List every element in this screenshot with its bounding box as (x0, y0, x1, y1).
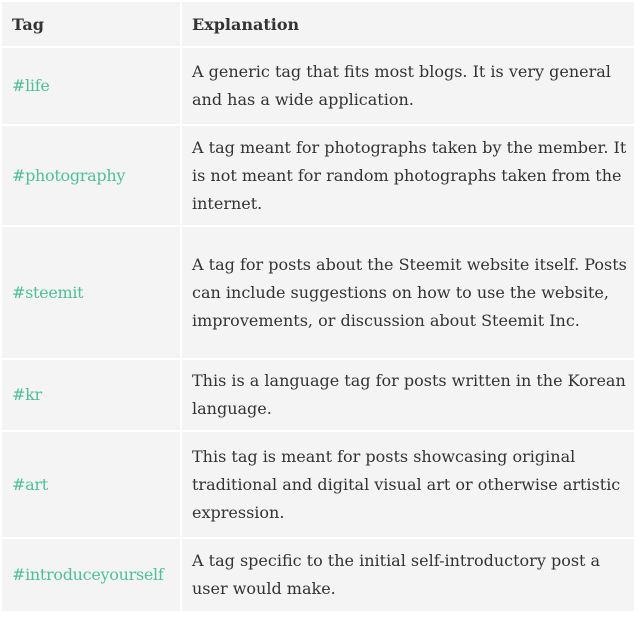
tag-link-introduceyourself[interactable]: #introduceyourself (12, 565, 164, 584)
table-row (2, 227, 634, 358)
tag-link-steemit[interactable]: #steemit (12, 282, 84, 302)
table-row (2, 48, 634, 124)
explanation-cell: A tag meant for photographs taken by the member. It is not meant for random photographs taken from the internet. (182, 126, 634, 225)
header-row (2, 2, 634, 46)
explanation-cell: A tag for posts about the Steemit website itself. Posts can include suggestions on how to use the website, improvements, or discussion about Steemit Inc. (182, 227, 634, 358)
tag-link-photography[interactable]: #photography (12, 165, 126, 185)
explanation-cell: A generic tag that fits most blogs. It is very general and has a wide application. (182, 48, 634, 124)
explanation-cell: A tag specific to the initial self-introductory post a user would make. (182, 539, 634, 611)
table-body (2, 48, 634, 611)
tag-link-art[interactable]: #art (12, 474, 48, 494)
table-row (2, 360, 634, 430)
tag-cell (2, 48, 180, 124)
tag-cell (2, 227, 180, 358)
tag-cell (2, 360, 180, 430)
table-header (2, 2, 634, 46)
header-explanation: Explanation (182, 2, 634, 46)
tag-link-kr[interactable]: #kr (12, 385, 42, 404)
header-tag: Tag (2, 2, 180, 46)
tag-cell (2, 539, 180, 611)
tag-link-life[interactable]: #life (12, 76, 50, 95)
explanation-cell: This tag is meant for posts showcasing original traditional and digital visual art or otherwise artistic expression. (182, 432, 634, 537)
table-row (2, 539, 634, 611)
tag-cell (2, 126, 180, 225)
tag-cell (2, 432, 180, 537)
table-row (2, 126, 634, 225)
explanation-cell: This is a language tag for posts written in the Korean language. (182, 360, 634, 430)
table-row (2, 432, 634, 537)
